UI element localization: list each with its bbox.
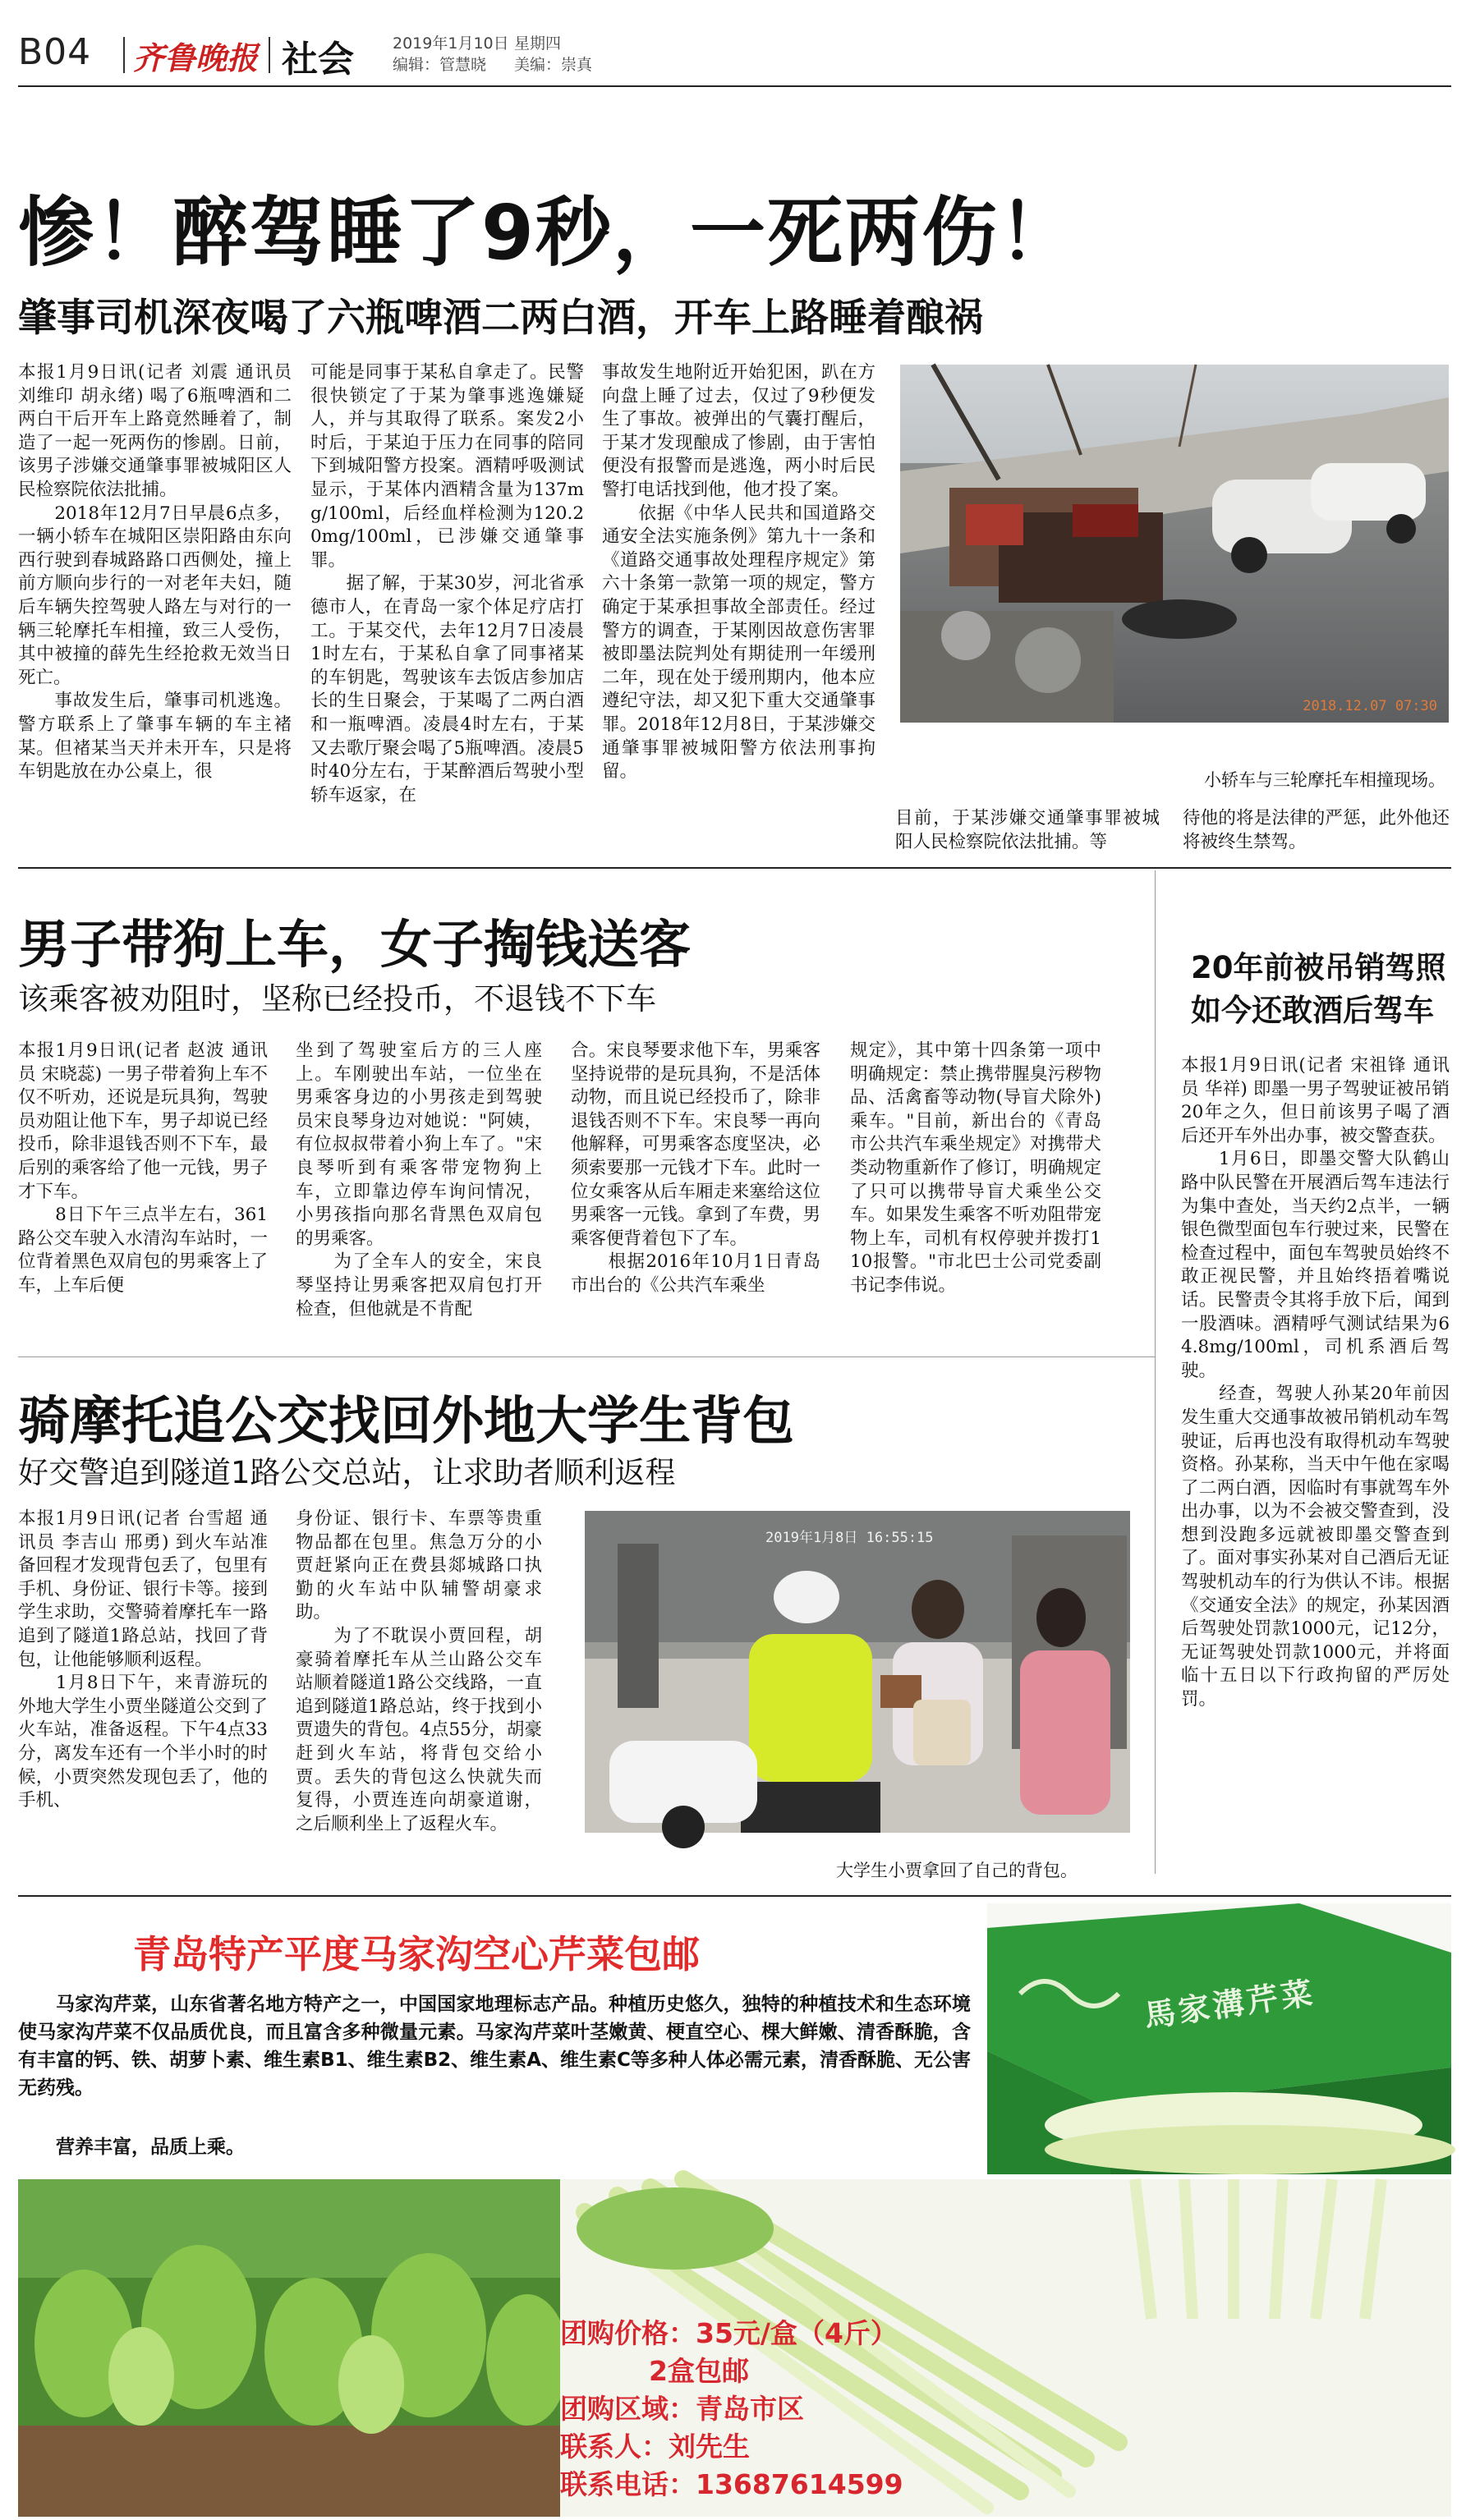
story2-bottom-rule [18, 1356, 1155, 1357]
crash-photo-caption: 小轿车与三轮摩托车相撞现场。 [1204, 770, 1445, 790]
ad-title: 青岛特产平度马家沟空心芹菜包邮 [133, 1932, 700, 1976]
story2-column-2: 坐到了驾驶室后方的三人座上。车刚驶出车站，一位坐在男乘客身边的小男孩走到驾驶员宋良琴身边对她说："阿姨，有位叔叔带着小狗上车了。"宋良琴听到有乘客带宠物狗上车，立即靠边停车询问情况，小男孩指向那名背黑色双肩包的男乘客。 为了全车人的安全，宋良琴坚持让男乘客把双肩包打开检查，但他就是不肯配 [296, 1040, 542, 1320]
story2-headline: 男子带狗上车，女子掏钱送客 [18, 915, 691, 975]
phone-value[interactable]: 13687614599 [696, 2468, 903, 2500]
contact-label: 联系人： [560, 2430, 669, 2463]
story1-column-2: 可能是同事于某私自拿走了。民警很快锁定了于某为肇事逃逸嫌疑人，并与其取得了联系。案发2小时后，于某迫于压力在同事的陪同下到城阳警方投案。酒精呼吸测试显示，于某体内酒精含量为137mg/100ml，后经血样检测为120.20mg/100ml，已涉嫌交通肇事罪。 据了解，于某30岁，河北省承德市人，在青岛一家个体足疗店打工。于某交代，去年12月7日凌晨1时左右，于某私自拿了同事褚某的车钥匙，驾驶该车去饭店参加店长的生日聚会，于某喝了二两白酒和一瓶啤酒。凌晨4时左右，于某又去歌厅聚会喝了5瓶啤酒。凌晨5时40分左右，于某醉酒后驾驶小型轿车返家，在 [310, 362, 584, 806]
price-value: 35元/盒（4斤） [696, 2317, 898, 2349]
story1-column-3: 事故发生地附近开始犯困，趴在方向盘上睡了过去，仅过了9秒便发生了事故。被弹出的气囊打醒后，于某才发现酿成了惨剧，由于害怕便没有报警而是逃逸，两小时后民警打电话找到他，他才投了案。 依据《中华人民共和国道路交通安全法实施条例》第九十一条和《道路交通事故处理程序规定》第六十条第一款第一项的规定，警方确定于某承担事故全部责任。经过警方的调查，于某刚因故意伤害罪被即墨法院判处有期徒刑一年缓刑二年，现在处于缓刑期内，他本应遵纪守法，却又犯下重大交通肇事罪。2018年12月8日，于某涉嫌交通肇事罪被城阳警方依法刑事拘留。 [602, 362, 875, 783]
story1-subhead: 肇事司机深夜喝了六瓶啤酒二两白酒，开车上路睡着酿祸 [18, 296, 983, 341]
ad-top-rule [18, 1895, 1451, 1897]
story1-column-5: 待他的将是法律的严惩，此外他还将被终生禁驾。 [1183, 808, 1450, 852]
region-label: 团购区域： [560, 2393, 696, 2425]
crash-scene-image [900, 365, 1449, 723]
story2-subhead: 该乘客被劝阻时，坚称已经投币，不退钱不下车 [18, 981, 656, 1017]
masthead-divider-1 [123, 37, 125, 73]
page-code: B04 [18, 31, 92, 73]
story4-column-1: 本报1月9日讯(记者 台雪超 通讯员 李吉山 邢勇) 到火车站准备回程才发现背包丢了，包里有手机、身份证、银行卡等。接到学生求助，交警骑着摩托车一路追到了隧道1路总站，找回了背包，让他能够顺利返程。 1月8日下午，来青游玩的外地大学生小贾坐隧道公交到了火车站，准备返程。下午4点33分，离发车还有一个半小时的时候，小贾突然发现包丢了，他的手机、 [18, 1508, 268, 1811]
story3-headline-line2: 如今还敢酒后驾车 [1191, 993, 1434, 1028]
celery-box-photo [987, 1903, 1451, 2174]
student-photo-timestamp: 2019年1月8日 16:55:15 [765, 1530, 934, 1546]
student-photo-caption: 大学生小贾拿回了自己的背包。 [836, 1861, 1078, 1880]
region-value: 青岛市区 [696, 2393, 804, 2425]
celery-ad [18, 1903, 1451, 2517]
celery-field-image [18, 2179, 560, 2517]
crash-scene-photo [900, 365, 1449, 723]
celery-stalks-photo [560, 2179, 1451, 2517]
issue-date: 2019年1月10日 [393, 34, 509, 53]
student-backpack-image [585, 1511, 1130, 1833]
celery-box-image [987, 1903, 1451, 2174]
story1-headline: 惨！醉驾睡了9秒，一死两伤！ [18, 189, 1077, 277]
story4-headline: 骑摩托追公交找回外地大学生背包 [18, 1391, 794, 1451]
celery-box-brand: 馬家溝芹菜 [1142, 1973, 1318, 2035]
phone-line [560, 2463, 903, 2502]
story4-subhead: 好交警追到隧道1路公交总站，让求助者顺利返程 [18, 1455, 676, 1490]
story2-column-3: 合。宋良琴要求他下车，男乘客坚持说带的是玩具狗，不是活体动物，而且说已经投币了，除非退钱否则不下车。宋良琴一再向他解释，可男乘客态度坚决，必须索要那一元钱才下车。此时一位女乘客从后车厢走来塞给这位男乘客一元钱。拿到了车费，男乘客便背着包下了车。 根据2016年10月1日青岛市出台的《公共汽车乘坐 [571, 1040, 820, 1296]
contact-line [560, 2426, 750, 2464]
ad-body: 马家沟芹菜，山东省著名地方特产之一，中国国家地理标志产品。种植历史悠久，独特的种植技术和生态环境使马家沟芹菜不仅品质优良，而且富含多种微量元素。马家沟芹菜叶茎嫩黄、梗直空心、棵大鲜嫩、清香酥脆，含有丰富的钙、铁、胡萝卜素、维生素B1、维生素B2、维生素A、维生素C等多种人体必需元素，清香酥脆、无公害无药残。 [18, 1994, 971, 2099]
paper-name-logo: 齐鲁晚报 [133, 39, 259, 76]
crash-photo-timestamp: 2018.12.07 07:30 [1303, 698, 1437, 714]
right-column-divider [1155, 870, 1156, 1874]
masthead-divider-2 [269, 37, 270, 73]
story2-column-1: 本报1月9日讯(记者 赵波 通讯员 宋晓蕊) 一男子带着狗上车不仅不听劝，还说是玩具狗，驾驶员劝阻让他下车，男子却说已经投币，除非退钱否则不下车，最后别的乘客给了他一元钱，男子才下车。 8日下午三点半左右，361路公交车驶入水清沟车站时，一位背着黑色双肩包的男乘客上了车，上车后便 [18, 1040, 268, 1296]
story1-bottom-rule [18, 867, 1451, 869]
story4-column-2: 身份证、银行卡、车票等贵重物品都在包里。焦急万分的小贾赶紧向正在费县郯城路口执勤的火车站中队辅警胡豪求助。 为了不耽误小贾回程，胡豪骑着摩托车从兰山路公交车站顺着隧道1路公交线路，一直追到隧道1路总站，终于找到小贾遗失的背包。4点55分，胡豪赶到火车站，将背包交给小贾。丢失的背包这么快就失而复得，小贾连连向胡豪道谢，之后顺利坐上了返程火车。 [296, 1508, 542, 1834]
section-name: 社会 [282, 39, 354, 80]
story3-body: 本报1月9日讯(记者 宋祖锋 通讯员 华祥) 即墨一男子驾驶证被吊销20年之久，但日前该男子喝了酒后还开车外出办事，被交警查获。 1月6日，即墨交警大队鹤山路中队民警在开展酒后驾车违法行为集中查处，当天约2点半，一辆银色微型面包车行驶过来，民警在检查过程中，面包车驾驶员始终不敢正视民警，并且始终捂着嘴说话。民警责令其将手放下后，闻到一股酒味。酒精呼气测试结果为64.8mg/100ml，司机系酒后驾驶。 经查，驾驶人孙某20年前因发生重大交通事故被吊销机动车驾驶证，后再也没有取得机动车驾驶资格。孙某称，当天中午他在家喝了二两白酒，因临时有事就驾车外出办事，以为不会被交警查到，没想到没跑多远就被即墨交警查到了。面对事实孙某对自己酒后无证驾驶机动车的行为供认不讳。根据《交通安全法》的规定，孙某因酒后驾驶处罚款1000元，记12分，无证驾驶处罚款1000元，并将面临十五日以下行政拘留的严厉处罚。 [1181, 1055, 1450, 1710]
contact-value: 刘先生 [669, 2430, 750, 2463]
story3-headline-line1: 20年前被吊销驾照 [1191, 950, 1446, 985]
story1-column-4: 目前，于某涉嫌交通肇事罪被城阳人民检察院依法批捕。等 [895, 808, 1160, 852]
masthead-rule [18, 85, 1451, 87]
ad-tagline: 营养丰富，品质上乘。 [56, 2137, 245, 2158]
editor-credit: 编辑：管慧晓 [393, 56, 487, 74]
student-backpack-photo [585, 1511, 1130, 1833]
shipping-note: 2盒包邮 [649, 2355, 749, 2387]
region-line [560, 2388, 804, 2426]
price-label-text: 团购价格： [560, 2317, 696, 2349]
issue-weekday: 星期四 [514, 34, 562, 53]
celery-field-photo [18, 2179, 560, 2517]
story1-column-1: 本报1月9日讯(记者 刘震 通讯员 刘维印 胡永绪) 喝了6瓶啤酒和二两白干后开车上路竟然睡着了，制造了一起一死两伤的惨剧。日前，该男子涉嫌交通肇事罪被城阳区人民检察院依法批捕。 2018年12月7日早晨6点多，一辆小轿车在城阳区崇阳路由东向西行驶到春城路路口西侧处，撞上前方顺向步行的一对老年夫妇，随后车辆失控驾驶人路左与对行的一辆三轮摩托车相撞，致三人受伤，其中被撞的薛先生经抢救无效当日死亡。 事故发生后，肇事司机逃逸。警方联系上了肇事车辆的车主褚某。但褚某当天并未开车，只是将车钥匙放在办公桌上，很 [18, 362, 292, 783]
price-label [560, 2312, 898, 2351]
story2-column-4: 规定》，其中第十四条第一项中明确规定：禁止携带腥臭污秽物品、活禽畜等动物(导盲犬除外)乘车。"目前，新出台的《青岛市公共汽车乘坐规定》对携带犬类动物重新作了修订，明确规定了只可以携带导盲犬乘坐公交车。如果发生乘客不听劝阻带宠物上车，司机有权停驶并拨打110报警。"市北巴士公司党委副书记李伟说。 [850, 1040, 1101, 1296]
designer-credit: 美编：崇真 [514, 56, 593, 74]
phone-label: 联系电话： [560, 2468, 696, 2500]
